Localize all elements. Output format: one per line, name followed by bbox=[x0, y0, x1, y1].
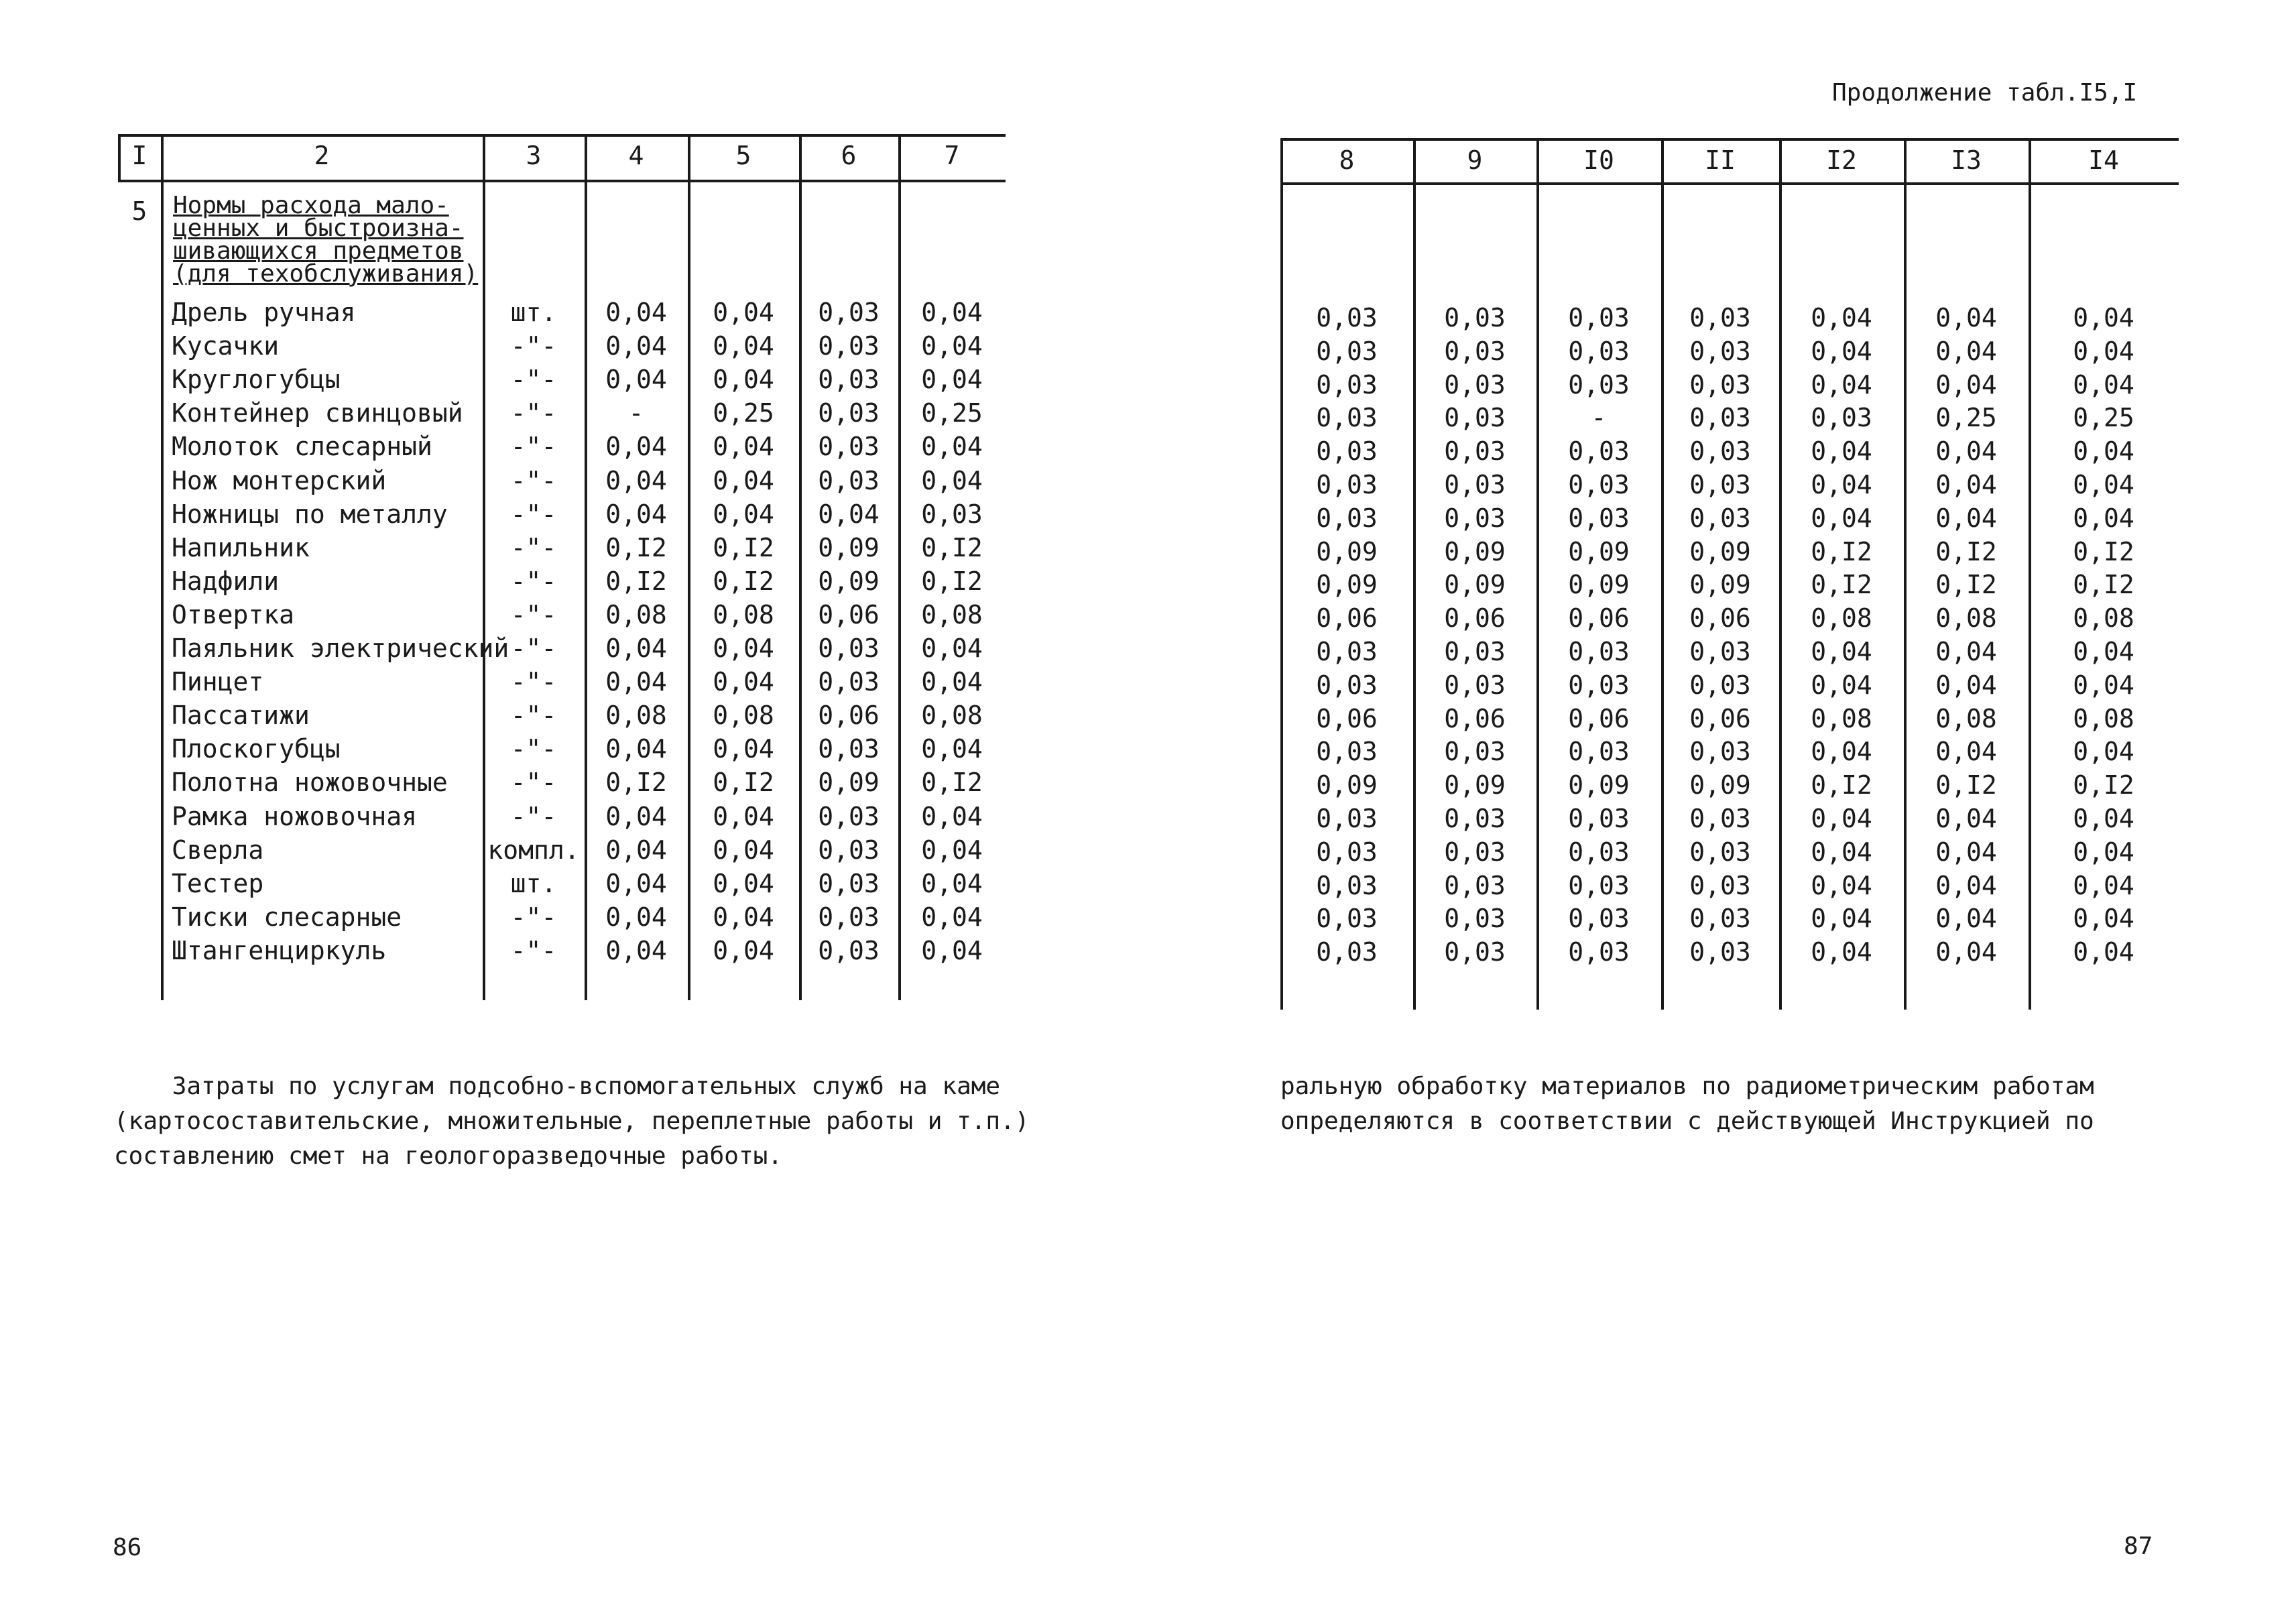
row-value: 0,03 bbox=[1689, 403, 1751, 433]
row-unit: -"- bbox=[510, 532, 557, 562]
row-value: 0,04 bbox=[713, 331, 774, 361]
group-title-line: Нормы расхода мало- bbox=[173, 192, 449, 219]
row-value: 0,04 bbox=[921, 365, 983, 395]
row-value: 0,04 bbox=[605, 801, 667, 831]
row-value: 0,04 bbox=[605, 935, 667, 965]
row-value: 0,03 bbox=[1444, 436, 1506, 467]
row-value: 0,04 bbox=[605, 667, 667, 697]
row-value: 0,03 bbox=[1316, 804, 1378, 833]
row-value: 0,03 bbox=[1689, 503, 1751, 533]
row-value: 0,04 bbox=[605, 499, 667, 529]
row-value: 0,09 bbox=[1444, 770, 1506, 800]
row-value: 0,06 bbox=[1316, 603, 1378, 634]
row-name: Паяльник электрический bbox=[172, 634, 509, 663]
row-value: - bbox=[1591, 403, 1607, 433]
row-value: 0,06 bbox=[1568, 703, 1630, 733]
row-value: 0,03 bbox=[1689, 303, 1751, 333]
row-value: 0,25 bbox=[1935, 403, 1997, 433]
row-name: Штангенциркуль bbox=[172, 935, 387, 965]
row-value: 0,04 bbox=[605, 634, 667, 663]
row-value: 0,03 bbox=[1316, 637, 1378, 666]
row-value: 0,04 bbox=[1935, 837, 1997, 867]
row-value: 0,04 bbox=[921, 634, 983, 663]
row-value: 0,04 bbox=[921, 667, 983, 697]
row-name: Контейнер свинцовый bbox=[172, 398, 463, 428]
row-value: 0,03 bbox=[818, 801, 880, 831]
row-value: 0,04 bbox=[1935, 737, 1997, 767]
header-bottom-rule bbox=[118, 180, 1006, 182]
row-value: 0,I2 bbox=[1811, 536, 1872, 566]
row-value: 0,03 bbox=[1568, 369, 1630, 400]
row-value: 0,03 bbox=[1568, 303, 1630, 333]
row-value: 0,03 bbox=[1444, 403, 1506, 433]
row-value: 0,03 bbox=[1568, 470, 1630, 499]
row-value: 0,03 bbox=[1316, 336, 1378, 366]
row-value: 0,03 bbox=[1316, 837, 1378, 867]
row-value: 0,03 bbox=[1316, 503, 1378, 533]
row-value: 0,03 bbox=[818, 634, 880, 663]
group-title-line: (для техобслуживания) bbox=[173, 260, 479, 288]
row-value: 0,03 bbox=[1689, 369, 1751, 400]
row-value: 0,03 bbox=[1444, 737, 1506, 767]
row-value: 0,I2 bbox=[921, 566, 983, 596]
row-value: 0,I2 bbox=[1935, 536, 1997, 566]
row-name: Плоскогубцы bbox=[172, 734, 341, 764]
header-cell-9: 9 bbox=[1467, 145, 1483, 175]
row-value: 0,03 bbox=[1568, 670, 1630, 700]
group-number: 5 bbox=[131, 196, 147, 226]
row-value: 0,04 bbox=[2073, 737, 2134, 767]
row-value: 0,03 bbox=[1689, 336, 1751, 366]
row-value: 0,04 bbox=[605, 298, 667, 327]
row-value: 0,06 bbox=[1444, 603, 1506, 634]
row-value: 0,09 bbox=[1568, 536, 1630, 566]
row-value: 0,09 bbox=[1689, 570, 1751, 600]
row-unit: -"- bbox=[510, 465, 557, 495]
row-value: 0,03 bbox=[921, 499, 983, 529]
row-value: 0,09 bbox=[1444, 536, 1506, 566]
row-value: 0,03 bbox=[1316, 670, 1378, 700]
row-value: 0,I2 bbox=[2073, 570, 2134, 600]
row-value: 0,04 bbox=[1811, 369, 1872, 400]
row-value: 0,06 bbox=[1316, 703, 1378, 733]
row-value: 0,04 bbox=[1935, 637, 1997, 666]
header-top-rule bbox=[118, 134, 1006, 137]
paragraph-line: определяются в соответствии с действующей Инструкцией по bbox=[1280, 1107, 2094, 1135]
row-value: 0,25 bbox=[2073, 403, 2134, 433]
row-unit: -"- bbox=[510, 599, 557, 629]
row-value: 0,09 bbox=[1444, 570, 1506, 600]
row-value: 0,03 bbox=[1689, 436, 1751, 467]
row-unit: компл. bbox=[487, 835, 580, 865]
row-value: 0,04 bbox=[713, 902, 774, 932]
row-value: 0,03 bbox=[1316, 937, 1378, 967]
row-name: Дрель ручная bbox=[172, 298, 356, 327]
row-value: 0,08 bbox=[1935, 603, 1997, 634]
header-cell-5: 5 bbox=[735, 141, 751, 170]
row-value: 0,03 bbox=[818, 868, 880, 898]
row-value: 0,I2 bbox=[2073, 770, 2134, 800]
row-value: 0,I2 bbox=[2073, 536, 2134, 566]
row-value: 0,04 bbox=[2073, 369, 2134, 400]
row-value: 0,03 bbox=[1689, 870, 1751, 900]
row-value: 0,04 bbox=[921, 465, 983, 495]
row-name: Тиски слесарные bbox=[172, 902, 402, 932]
row-value: 0,03 bbox=[818, 465, 880, 495]
row-value: 0,04 bbox=[1935, 670, 1997, 700]
row-unit: шт. bbox=[510, 868, 557, 898]
row-value: 0,03 bbox=[1444, 837, 1506, 867]
row-value: 0,04 bbox=[1811, 303, 1872, 333]
row-value: 0,03 bbox=[1689, 937, 1751, 967]
row-value: 0,09 bbox=[1316, 536, 1378, 566]
row-value: 0,03 bbox=[1811, 403, 1872, 433]
row-value: 0,04 bbox=[713, 801, 774, 831]
row-value: 0,04 bbox=[713, 667, 774, 697]
row-value: 0,04 bbox=[921, 298, 983, 327]
row-value: 0,03 bbox=[818, 734, 880, 764]
row-value: 0,03 bbox=[1568, 336, 1630, 366]
row-name: Рамка ножовочная bbox=[172, 801, 418, 831]
row-unit: -"- bbox=[510, 768, 557, 798]
row-name: Отвертка bbox=[172, 599, 295, 629]
row-value: 0,04 bbox=[713, 365, 774, 395]
row-value: 0,08 bbox=[2073, 603, 2134, 634]
row-value: 0,03 bbox=[1568, 937, 1630, 967]
row-value: 0,03 bbox=[1568, 870, 1630, 900]
row-value: 0,08 bbox=[921, 701, 983, 731]
row-value: 0,04 bbox=[605, 432, 667, 462]
row-value: 0,03 bbox=[1444, 503, 1506, 533]
row-value: 0,04 bbox=[713, 935, 774, 965]
row-value: 0,03 bbox=[1316, 870, 1378, 900]
row-value: 0,04 bbox=[1811, 837, 1872, 867]
row-value: 0,04 bbox=[2073, 503, 2134, 533]
row-name: Кусачки bbox=[172, 331, 280, 361]
row-value: 0,04 bbox=[921, 331, 983, 361]
row-value: 0,03 bbox=[1568, 804, 1630, 833]
row-value: 0,I2 bbox=[713, 532, 774, 562]
row-value: 0,04 bbox=[1935, 937, 1997, 967]
row-value: 0,03 bbox=[818, 398, 880, 428]
row-unit: -"- bbox=[510, 566, 557, 596]
row-value: 0,04 bbox=[605, 902, 667, 932]
row-value: 0,04 bbox=[921, 432, 983, 462]
row-unit: -"- bbox=[510, 734, 557, 764]
row-value: 0,03 bbox=[1689, 904, 1751, 934]
header-cell-I2: I2 bbox=[1826, 145, 1857, 175]
row-value: 0,04 bbox=[921, 868, 983, 898]
row-value: 0,03 bbox=[1316, 436, 1378, 467]
row-value: 0,I2 bbox=[713, 768, 774, 798]
row-value: 0,06 bbox=[1444, 703, 1506, 733]
row-value: 0,04 bbox=[605, 868, 667, 898]
row-value: 0,09 bbox=[1316, 570, 1378, 600]
row-value: 0,04 bbox=[921, 835, 983, 865]
row-value: 0,03 bbox=[818, 667, 880, 697]
row-value: 0,04 bbox=[921, 801, 983, 831]
row-value: 0,03 bbox=[1568, 503, 1630, 533]
row-value: 0,04 bbox=[1811, 637, 1872, 666]
row-value: 0,03 bbox=[1568, 904, 1630, 934]
row-value: 0,04 bbox=[1935, 436, 1997, 467]
row-value: 0,09 bbox=[1689, 770, 1751, 800]
row-value: 0,04 bbox=[713, 499, 774, 529]
row-value: 0,I2 bbox=[1935, 770, 1997, 800]
row-value: 0,04 bbox=[1811, 503, 1872, 533]
row-value: 0,25 bbox=[713, 398, 774, 428]
row-value: 0,I2 bbox=[921, 532, 983, 562]
row-value: 0,04 bbox=[2073, 470, 2134, 499]
row-name: Надфили bbox=[172, 566, 280, 596]
row-value: 0,04 bbox=[1811, 804, 1872, 833]
page-number-right: 87 bbox=[2124, 1532, 2153, 1560]
row-value: 0,06 bbox=[818, 701, 880, 731]
row-value: 0,04 bbox=[921, 734, 983, 764]
row-value: 0,08 bbox=[1935, 703, 1997, 733]
row-name: Ножницы по металлу bbox=[172, 499, 448, 529]
row-value: 0,04 bbox=[1811, 737, 1872, 767]
row-value: 0,09 bbox=[1316, 770, 1378, 800]
row-value: 0,03 bbox=[1316, 737, 1378, 767]
row-name: Полотна ножовочные bbox=[172, 768, 448, 798]
row-value: 0,09 bbox=[818, 566, 880, 596]
row-value: 0,03 bbox=[1689, 837, 1751, 867]
row-value: 0,04 bbox=[2073, 804, 2134, 833]
row-unit: -"- bbox=[510, 902, 557, 932]
row-value: 0,I2 bbox=[1935, 570, 1997, 600]
row-value: 0,04 bbox=[921, 902, 983, 932]
row-value: 0,06 bbox=[818, 599, 880, 629]
row-value: 0,04 bbox=[713, 835, 774, 865]
row-value: 0,04 bbox=[713, 465, 774, 495]
row-value: 0,04 bbox=[921, 935, 983, 965]
row-value: 0,03 bbox=[1444, 904, 1506, 934]
row-value: 0,08 bbox=[605, 701, 667, 731]
row-value: 0,06 bbox=[1689, 703, 1751, 733]
row-name: Пинцет bbox=[172, 667, 264, 697]
row-value: 0,04 bbox=[818, 499, 880, 529]
header-cell-I4: I4 bbox=[2088, 145, 2119, 175]
row-value: 0,06 bbox=[1689, 603, 1751, 634]
row-value: 0,09 bbox=[1568, 770, 1630, 800]
row-value: 0,03 bbox=[1444, 369, 1506, 400]
row-value: 0,08 bbox=[713, 701, 774, 731]
row-value: 0,04 bbox=[1811, 670, 1872, 700]
row-value: 0,03 bbox=[818, 432, 880, 462]
header-cell-II: II bbox=[1705, 145, 1736, 175]
row-unit: -"- bbox=[510, 398, 557, 428]
row-value: 0,04 bbox=[605, 835, 667, 865]
row-value: 0,03 bbox=[1316, 369, 1378, 400]
row-value: 0,04 bbox=[713, 634, 774, 663]
row-value: 0,03 bbox=[818, 365, 880, 395]
header-cell-8: 8 bbox=[1339, 145, 1355, 175]
row-value: - bbox=[628, 398, 644, 428]
row-value: 0,04 bbox=[1811, 436, 1872, 467]
row-value: 0,03 bbox=[1444, 470, 1506, 499]
row-value: 0,04 bbox=[1935, 870, 1997, 900]
row-value: 0,03 bbox=[1568, 637, 1630, 666]
row-name: Напильник bbox=[172, 532, 310, 562]
row-value: 0,04 bbox=[1811, 870, 1872, 900]
row-value: 0,08 bbox=[921, 599, 983, 629]
row-unit: -"- bbox=[510, 634, 557, 663]
row-name: Круглогубцы bbox=[172, 365, 341, 395]
row-value: 0,03 bbox=[1316, 470, 1378, 499]
row-value: 0,03 bbox=[1444, 670, 1506, 700]
row-name: Нож монтерский bbox=[172, 465, 387, 495]
row-value: 0,04 bbox=[2073, 670, 2134, 700]
row-value: 0,I2 bbox=[605, 768, 667, 798]
row-value: 0,03 bbox=[1689, 737, 1751, 767]
row-value: 0,04 bbox=[713, 868, 774, 898]
row-value: 0,03 bbox=[818, 298, 880, 327]
row-value: 0,I2 bbox=[1811, 570, 1872, 600]
row-value: 0,I2 bbox=[605, 566, 667, 596]
row-value: 0,04 bbox=[1811, 904, 1872, 934]
paragraph-line: ральную обработку материалов по радиометрическим работам bbox=[1280, 1073, 2094, 1100]
header-cell-I0: I0 bbox=[1583, 145, 1614, 175]
row-unit: -"- bbox=[510, 667, 557, 697]
row-value: 0,04 bbox=[713, 432, 774, 462]
row-value: 0,25 bbox=[921, 398, 983, 428]
row-name: Пассатижи bbox=[172, 701, 310, 731]
row-value: 0,04 bbox=[713, 298, 774, 327]
row-unit: -"- bbox=[510, 935, 557, 965]
row-value: 0,09 bbox=[1689, 536, 1751, 566]
row-value: 0,04 bbox=[1935, 470, 1997, 499]
paragraph-line: составлению смет на геологоразведочные работы. bbox=[114, 1142, 782, 1170]
row-value: 0,04 bbox=[1811, 470, 1872, 499]
row-value: 0,09 bbox=[1568, 570, 1630, 600]
row-value: 0,I2 bbox=[605, 532, 667, 562]
row-value: 0,03 bbox=[1444, 937, 1506, 967]
row-value: 0,09 bbox=[818, 532, 880, 562]
row-value: 0,03 bbox=[1444, 804, 1506, 833]
row-unit: -"- bbox=[510, 432, 557, 462]
row-value: 0,04 bbox=[1935, 804, 1997, 833]
header-cell-6: 6 bbox=[841, 141, 857, 170]
row-value: 0,04 bbox=[1935, 369, 1997, 400]
row-value: 0,04 bbox=[2073, 937, 2134, 967]
row-value: 0,04 bbox=[605, 465, 667, 495]
row-value: 0,03 bbox=[1568, 436, 1630, 467]
row-unit: -"- bbox=[510, 331, 557, 361]
row-value: 0,03 bbox=[1689, 637, 1751, 666]
row-value: 0,I2 bbox=[1811, 770, 1872, 800]
row-value: 0,03 bbox=[1316, 403, 1378, 433]
row-value: 0,04 bbox=[1935, 904, 1997, 934]
row-value: 0,03 bbox=[1689, 804, 1751, 833]
row-value: 0,03 bbox=[1444, 870, 1506, 900]
header-cell-4: 4 bbox=[628, 141, 644, 170]
row-value: 0,I2 bbox=[713, 566, 774, 596]
row-value: 0,04 bbox=[1935, 336, 1997, 366]
header-cell-1: I bbox=[131, 141, 147, 170]
paragraph-line: (картосоставительские, множительные, переплетные работы и т.п.) bbox=[114, 1107, 1030, 1135]
row-value: 0,04 bbox=[605, 734, 667, 764]
row-value: 0,09 bbox=[818, 768, 880, 798]
row-unit: -"- bbox=[510, 701, 557, 731]
col-rule bbox=[161, 134, 164, 1000]
row-value: 0,03 bbox=[1444, 336, 1506, 366]
row-value: 0,04 bbox=[2073, 336, 2134, 366]
row-value: 0,03 bbox=[1316, 303, 1378, 333]
row-name: Тестер bbox=[172, 868, 264, 898]
row-value: 0,08 bbox=[713, 599, 774, 629]
row-name: Сверла bbox=[172, 835, 264, 865]
row-unit: -"- bbox=[510, 499, 557, 529]
row-value: 0,04 bbox=[2073, 837, 2134, 867]
group-title-line: ценных и быстроизна- bbox=[173, 215, 464, 242]
row-value: 0,04 bbox=[2073, 870, 2134, 900]
row-value: 0,03 bbox=[1316, 904, 1378, 934]
paragraph-line: Затраты по услугам подсобно-вспомогательных служб на каме bbox=[114, 1073, 1001, 1100]
row-value: 0,I2 bbox=[921, 768, 983, 798]
row-value: 0,03 bbox=[818, 835, 880, 865]
row-value: 0,04 bbox=[2073, 436, 2134, 467]
row-value: 0,03 bbox=[1689, 670, 1751, 700]
row-value: 0,03 bbox=[818, 331, 880, 361]
row-value: 0,03 bbox=[1568, 837, 1630, 867]
group-title-line: шивающихся предметов bbox=[173, 237, 464, 265]
row-value: 0,03 bbox=[1689, 470, 1751, 499]
row-value: 0,04 bbox=[1935, 303, 1997, 333]
row-value: 0,04 bbox=[1935, 503, 1997, 533]
row-value: 0,03 bbox=[1444, 303, 1506, 333]
header-cell-2: 2 bbox=[314, 141, 330, 170]
row-value: 0,04 bbox=[605, 331, 667, 361]
row-value: 0,08 bbox=[605, 599, 667, 629]
row-unit: -"- bbox=[510, 365, 557, 395]
continuation-title: Продолжение табл.I5,I bbox=[1832, 79, 2138, 107]
row-value: 0,04 bbox=[713, 734, 774, 764]
row-name: Молоток слесарный bbox=[172, 432, 432, 462]
row-value: 0,04 bbox=[605, 365, 667, 395]
row-value: 0,04 bbox=[2073, 904, 2134, 934]
row-value: 0,04 bbox=[1811, 336, 1872, 366]
row-value: 0,04 bbox=[2073, 303, 2134, 333]
row-value: 0,03 bbox=[1444, 637, 1506, 666]
row-unit: -"- bbox=[510, 801, 557, 831]
header-cell-3: 3 bbox=[526, 141, 542, 170]
row-value: 0,08 bbox=[1811, 703, 1872, 733]
row-value: 0,08 bbox=[2073, 703, 2134, 733]
row-value: 0,06 bbox=[1568, 603, 1630, 634]
page-number-left: 86 bbox=[113, 1534, 142, 1561]
header-cell-7: 7 bbox=[944, 141, 960, 170]
header-cell-I3: I3 bbox=[1951, 145, 1982, 175]
row-value: 0,08 bbox=[1811, 603, 1872, 634]
row-value: 0,04 bbox=[1811, 937, 1872, 967]
row-value: 0,03 bbox=[818, 935, 880, 965]
row-unit: шт. bbox=[510, 298, 557, 327]
row-value: 0,04 bbox=[2073, 637, 2134, 666]
row-value: 0,03 bbox=[1568, 737, 1630, 767]
row-value: 0,03 bbox=[818, 902, 880, 932]
